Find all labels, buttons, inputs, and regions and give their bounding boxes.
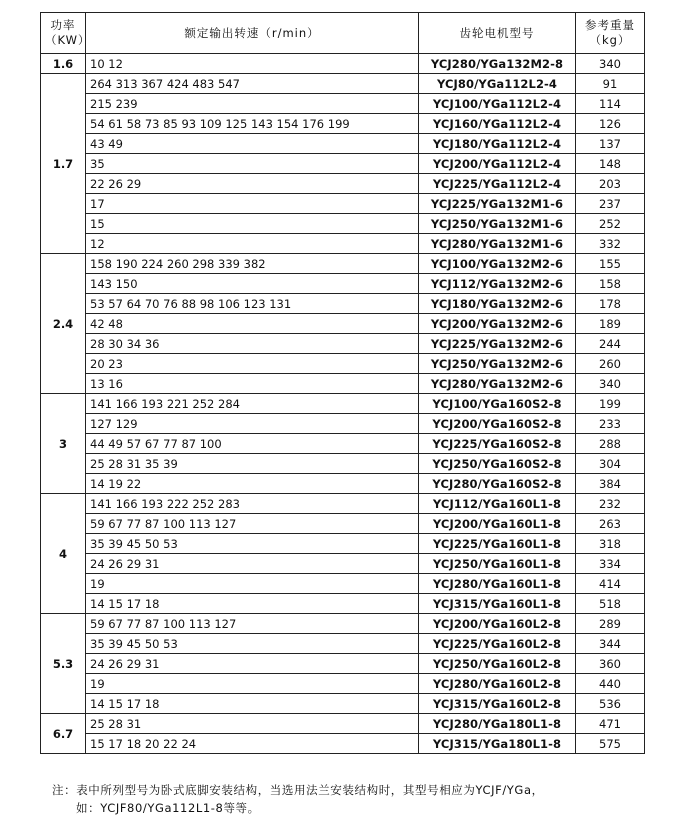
- speeds-cell: 42 48: [86, 314, 419, 334]
- weight-cell: 360: [576, 654, 645, 674]
- speeds-cell: 24 26 29 31: [86, 654, 419, 674]
- model-cell: YCJ280/YGa132M2-6: [419, 374, 576, 394]
- table-row: [41, 634, 645, 654]
- header-power: 功率 （KW）: [41, 13, 86, 54]
- model-cell: YCJ225/YGa112L2-4: [419, 174, 576, 194]
- table-row: [41, 194, 645, 214]
- speeds-cell: 15 17 18 20 22 24: [86, 734, 419, 754]
- weight-cell: 340: [576, 374, 645, 394]
- weight-cell: 471: [576, 714, 645, 734]
- weight-cell: 232: [576, 494, 645, 514]
- table-row: [41, 74, 645, 94]
- speeds-cell: 59 67 77 87 100 113 127: [86, 614, 419, 634]
- speeds-cell: 264 313 367 424 483 547: [86, 74, 419, 94]
- model-cell: YCJ112/YGa132M2-6: [419, 274, 576, 294]
- model-cell: YCJ225/YGa132M2-6: [419, 334, 576, 354]
- header-speeds: 额定输出转速（r/min）: [86, 13, 419, 54]
- speeds-cell: 35 39 45 50 53: [86, 534, 419, 554]
- table-row: [41, 514, 645, 534]
- speeds-cell: 35 39 45 50 53: [86, 634, 419, 654]
- speeds-cell: 141 166 193 222 252 283: [86, 494, 419, 514]
- table-row: [41, 294, 645, 314]
- weight-cell: 203: [576, 174, 645, 194]
- speeds-cell: 24 26 29 31: [86, 554, 419, 574]
- weight-cell: 189: [576, 314, 645, 334]
- speeds-cell: 14 19 22: [86, 474, 419, 494]
- weight-cell: 518: [576, 594, 645, 614]
- table-row: [41, 694, 645, 714]
- model-cell: YCJ225/YGa160L1-8: [419, 534, 576, 554]
- table-row: [41, 334, 645, 354]
- speeds-cell: 19: [86, 574, 419, 594]
- weight-cell: 148: [576, 154, 645, 174]
- model-cell: YCJ280/YGa160L1-8: [419, 574, 576, 594]
- model-cell: YCJ200/YGa160L2-8: [419, 614, 576, 634]
- table-row: [41, 354, 645, 374]
- speeds-cell: 158 190 224 260 298 339 382: [86, 254, 419, 274]
- weight-cell: 199: [576, 394, 645, 414]
- table-row: [41, 174, 645, 194]
- table-row: [41, 454, 645, 474]
- speeds-cell: 12: [86, 234, 419, 254]
- table-row: [41, 554, 645, 574]
- model-cell: YCJ225/YGa160L2-8: [419, 634, 576, 654]
- weight-cell: 263: [576, 514, 645, 534]
- model-cell: YCJ225/YGa160S2-8: [419, 434, 576, 454]
- weight-cell: 178: [576, 294, 645, 314]
- speeds-cell: 19: [86, 674, 419, 694]
- table-row: [41, 154, 645, 174]
- weight-cell: 334: [576, 554, 645, 574]
- model-cell: YCJ250/YGa160S2-8: [419, 454, 576, 474]
- table-row: [41, 654, 645, 674]
- power-cell: 5.3: [41, 614, 86, 714]
- speeds-cell: 25 28 31: [86, 714, 419, 734]
- model-cell: YCJ112/YGa160L1-8: [419, 494, 576, 514]
- speeds-cell: 20 23: [86, 354, 419, 374]
- power-cell: 6.7: [41, 714, 86, 754]
- weight-cell: 289: [576, 614, 645, 634]
- weight-cell: 384: [576, 474, 645, 494]
- speeds-cell: 25 28 31 35 39: [86, 454, 419, 474]
- table-row: [41, 574, 645, 594]
- power-cell: 3: [41, 394, 86, 494]
- model-cell: YCJ250/YGa132M1-6: [419, 214, 576, 234]
- table-row: [41, 594, 645, 614]
- table-row: [41, 434, 645, 454]
- speeds-cell: 35: [86, 154, 419, 174]
- speeds-cell: 14 15 17 18: [86, 694, 419, 714]
- motor-spec-table: [40, 12, 645, 754]
- table-row: [41, 254, 645, 274]
- table-row: [41, 534, 645, 554]
- weight-cell: 233: [576, 414, 645, 434]
- speeds-cell: 28 30 34 36: [86, 334, 419, 354]
- table-row: [41, 314, 645, 334]
- table-row: [41, 674, 645, 694]
- model-cell: YCJ280/YGa132M1-6: [419, 234, 576, 254]
- speeds-cell: 17: [86, 194, 419, 214]
- model-cell: YCJ200/YGa132M2-6: [419, 314, 576, 334]
- model-cell: YCJ280/YGa180L1-8: [419, 714, 576, 734]
- speeds-cell: 215 239: [86, 94, 419, 114]
- speeds-cell: 44 49 57 67 77 87 100: [86, 434, 419, 454]
- header-weight: 参考重量 （kg）: [576, 13, 645, 54]
- model-cell: YCJ160/YGa112L2-4: [419, 114, 576, 134]
- table-row: [41, 734, 645, 754]
- speeds-cell: 13 16: [86, 374, 419, 394]
- weight-cell: 288: [576, 434, 645, 454]
- weight-cell: 332: [576, 234, 645, 254]
- power-cell: 1.7: [41, 74, 86, 254]
- table-row: [41, 494, 645, 514]
- model-cell: YCJ315/YGa160L2-8: [419, 694, 576, 714]
- speeds-cell: 10 12: [86, 54, 419, 74]
- table-row: [41, 94, 645, 114]
- speeds-cell: 15: [86, 214, 419, 234]
- model-cell: YCJ225/YGa132M1-6: [419, 194, 576, 214]
- weight-cell: 304: [576, 454, 645, 474]
- model-cell: YCJ280/YGa160L2-8: [419, 674, 576, 694]
- footnote: [52, 781, 692, 817]
- model-cell: YCJ100/YGa112L2-4: [419, 94, 576, 114]
- power-cell: 4: [41, 494, 86, 614]
- table-row: [41, 274, 645, 294]
- speeds-cell: 143 150: [86, 274, 419, 294]
- weight-cell: 344: [576, 634, 645, 654]
- speeds-cell: 22 26 29: [86, 174, 419, 194]
- weight-cell: 260: [576, 354, 645, 374]
- speeds-cell: 43 49: [86, 134, 419, 154]
- speeds-cell: 14 15 17 18: [86, 594, 419, 614]
- model-cell: YCJ315/YGa160L1-8: [419, 594, 576, 614]
- model-cell: YCJ80/YGa112L2-4: [419, 74, 576, 94]
- model-cell: YCJ100/YGa132M2-6: [419, 254, 576, 274]
- weight-cell: 91: [576, 74, 645, 94]
- weight-cell: 536: [576, 694, 645, 714]
- model-cell: YCJ180/YGa132M2-6: [419, 294, 576, 314]
- speeds-cell: 141 166 193 221 252 284: [86, 394, 419, 414]
- power-cell: 2.4: [41, 254, 86, 394]
- model-cell: YCJ280/YGa160S2-8: [419, 474, 576, 494]
- weight-cell: 414: [576, 574, 645, 594]
- table-header-row: [41, 13, 645, 54]
- model-cell: YCJ100/YGa160S2-8: [419, 394, 576, 414]
- table-row: [41, 614, 645, 634]
- model-cell: YCJ250/YGa132M2-6: [419, 354, 576, 374]
- table-row: [41, 714, 645, 734]
- table-row: [41, 54, 645, 74]
- model-cell: YCJ200/YGa160L1-8: [419, 514, 576, 534]
- table-row: [41, 414, 645, 434]
- table-row: [41, 234, 645, 254]
- weight-cell: 252: [576, 214, 645, 234]
- table-row: [41, 214, 645, 234]
- speeds-cell: 54 61 58 73 85 93 109 125 143 154 176 199: [86, 114, 419, 134]
- table-row: [41, 394, 645, 414]
- header-model: 齿轮电机型号: [419, 13, 576, 54]
- table-row: [41, 134, 645, 154]
- table-row: [41, 474, 645, 494]
- model-cell: YCJ200/YGa112L2-4: [419, 154, 576, 174]
- table-body: [41, 54, 645, 754]
- model-cell: YCJ280/YGa132M2-8: [419, 54, 576, 74]
- footnote-line2: 如：YCJF80/YGa112L1-8等等。: [76, 801, 260, 815]
- weight-cell: 244: [576, 334, 645, 354]
- weight-cell: 126: [576, 114, 645, 134]
- model-cell: YCJ250/YGa160L1-8: [419, 554, 576, 574]
- model-cell: YCJ180/YGa112L2-4: [419, 134, 576, 154]
- table-row: [41, 114, 645, 134]
- speeds-cell: 59 67 77 87 100 113 127: [86, 514, 419, 534]
- model-cell: YCJ200/YGa160S2-8: [419, 414, 576, 434]
- weight-cell: 137: [576, 134, 645, 154]
- weight-cell: 155: [576, 254, 645, 274]
- table-row: [41, 374, 645, 394]
- speeds-cell: 53 57 64 70 76 88 98 106 123 131: [86, 294, 419, 314]
- footnote-line1: 注：表中所列型号为卧式底脚安装结构，当选用法兰安装结构时，其型号相应为YCJF/YGa，: [52, 783, 544, 797]
- weight-cell: 158: [576, 274, 645, 294]
- weight-cell: 340: [576, 54, 645, 74]
- weight-cell: 318: [576, 534, 645, 554]
- weight-cell: 114: [576, 94, 645, 114]
- weight-cell: 575: [576, 734, 645, 754]
- model-cell: YCJ315/YGa180L1-8: [419, 734, 576, 754]
- weight-cell: 440: [576, 674, 645, 694]
- speeds-cell: 127 129: [86, 414, 419, 434]
- weight-cell: 237: [576, 194, 645, 214]
- model-cell: YCJ250/YGa160L2-8: [419, 654, 576, 674]
- power-cell: 1.6: [41, 54, 86, 74]
